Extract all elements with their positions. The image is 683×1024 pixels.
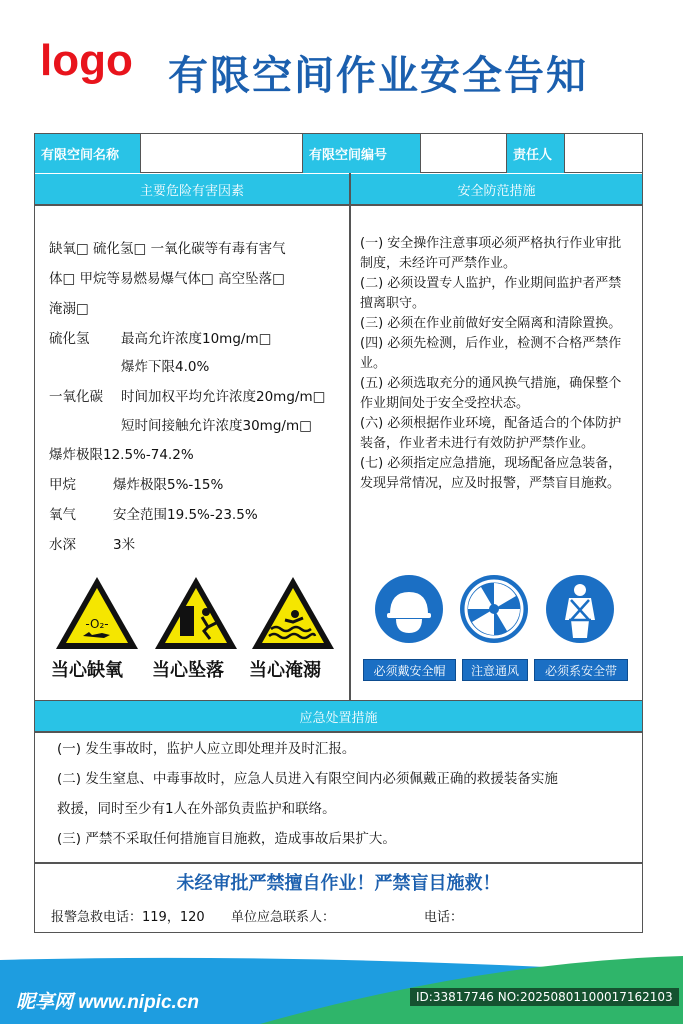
h2s-label: 硫化氢 — [49, 331, 90, 347]
co-twa-limit: 时间加权平均允许浓度20mg/m□ — [121, 389, 326, 405]
safety-measure-item: (五) 必须选取充分的通风换气措施，确保整个作业期间处于安全受控状态。 — [360, 376, 622, 411]
warning-sign-label: 当心坠落 — [152, 660, 224, 681]
safety-measures-heading: 安全防范措施 — [351, 174, 642, 204]
co-stel-limit: 短时间接触允许浓度30mg/m□ — [121, 418, 312, 434]
water-depth-label: 水深 — [49, 537, 76, 553]
oxygen-deficiency-icon — [53, 574, 141, 652]
logo: logo — [40, 36, 133, 85]
h2s-explosion-limit: 爆炸下限4.0% — [121, 359, 210, 375]
ppe-label: 必须系安全带 — [534, 659, 628, 681]
safety-measure-item: (七) 必须指定应急措施，现场配备应急装备，发现异常情况，应及时报警，严禁盲目施救。 — [360, 456, 622, 491]
warning-sign-label: 当心缺氧 — [51, 660, 123, 681]
emergency-heading: 应急处置措施 — [35, 701, 642, 731]
drowning-sign — [249, 574, 337, 652]
methane-label: 甲烷 — [49, 477, 76, 493]
hazard-line: 体□ 甲烷等易燃易爆气体□ 高空坠落□ — [49, 271, 285, 287]
divider — [35, 731, 642, 733]
svg-text:-O₂-: -O₂- — [85, 617, 109, 631]
page-title: 有限空间作业安全告知 — [168, 53, 588, 99]
unit-emergency-contact: 单位应急联系人： — [231, 910, 336, 925]
co-label: 一氧化碳 — [49, 389, 103, 405]
safety-measure-item: (三) 必须在作业前做好安全隔离和清除置换。 — [360, 316, 622, 331]
falling-sign — [152, 574, 240, 652]
safety-harness-icon — [545, 574, 615, 644]
column-divider — [349, 173, 351, 701]
alarm-phone: 报警急救电话：119，120 — [51, 910, 205, 925]
space-name-label: 有限空间名称 — [35, 134, 141, 173]
water-depth-value: 3米 — [113, 537, 136, 553]
slogan: 未经审批严禁擅自作业！严禁盲目施救！ — [176, 873, 501, 894]
h2s-limit: 最高允许浓度10mg/m□ — [121, 331, 272, 347]
warning-sign-label: 当心淹溺 — [249, 660, 321, 681]
info-row — [35, 134, 642, 173]
emergency-item: (二) 发生窒息、中毒事故时，应急人员进入有限空间内必须佩戴正确的救援装备实施 — [57, 771, 558, 787]
divider — [35, 204, 642, 206]
watermark-right: ID:33817746 NO:20250801100017162103 — [410, 988, 679, 1006]
ventilation-icon — [459, 574, 529, 644]
ppe-label: 注意通风 — [462, 659, 528, 681]
hazards-heading: 主要危险有害因素 — [35, 174, 349, 204]
safety-measures-list — [360, 234, 632, 494]
emergency-list — [57, 734, 627, 854]
owner-field[interactable] — [565, 134, 644, 173]
hazard-line: 缺氧□ 硫化氢□ 一氧化碳等有毒有害气 — [49, 241, 286, 257]
falling-icon — [152, 574, 240, 652]
safety-measure-item: (四) 必须先检测，后作业，检测不合格严禁作业。 — [360, 336, 622, 371]
methane-value: 爆炸极限5%-15% — [113, 477, 224, 493]
hazard-line: 淹溺□ — [49, 301, 89, 317]
divider — [35, 862, 642, 864]
drowning-icon — [249, 574, 337, 652]
safety-measure-item: (六) 必须根据作业环境，配备适合的个体防护装备，作业者未进行有效防护严禁作业。 — [360, 416, 622, 451]
emergency-item: (三) 严禁不采取任何措施盲目施救，造成事故后果扩大。 — [57, 831, 396, 847]
co-explosion-limit: 爆炸极限12.5%-74.2% — [49, 447, 194, 463]
safety-measure-item: (二) 必须设置专人监护，作业期间监护者严禁擅离职守。 — [360, 276, 622, 311]
helmet-icon — [374, 574, 444, 644]
contact-phone: 电话： — [424, 910, 464, 925]
space-code-field[interactable] — [421, 134, 507, 173]
space-name-field[interactable] — [141, 134, 303, 173]
emergency-item: (一) 发生事故时，监护人应立即处理并及时汇报。 — [57, 741, 356, 757]
owner-label: 责任人 — [507, 134, 565, 173]
safety-measure-item: (一) 安全操作注意事项必须严格执行作业审批制度，未经许可严禁作业。 — [360, 236, 622, 271]
watermark-left: 昵享网 www.nipic.cn — [16, 992, 199, 1013]
ppe-label: 必须戴安全帽 — [363, 659, 456, 681]
oxygen-deficiency-sign — [53, 574, 141, 652]
oxygen-label: 氧气 — [49, 507, 76, 523]
oxygen-value: 安全范围19.5%-23.5% — [113, 507, 258, 523]
space-code-label: 有限空间编号 — [303, 134, 421, 173]
emergency-item: 救援，同时至少有1人在外部负责监护和联络。 — [57, 801, 336, 817]
notice-board — [34, 133, 643, 933]
